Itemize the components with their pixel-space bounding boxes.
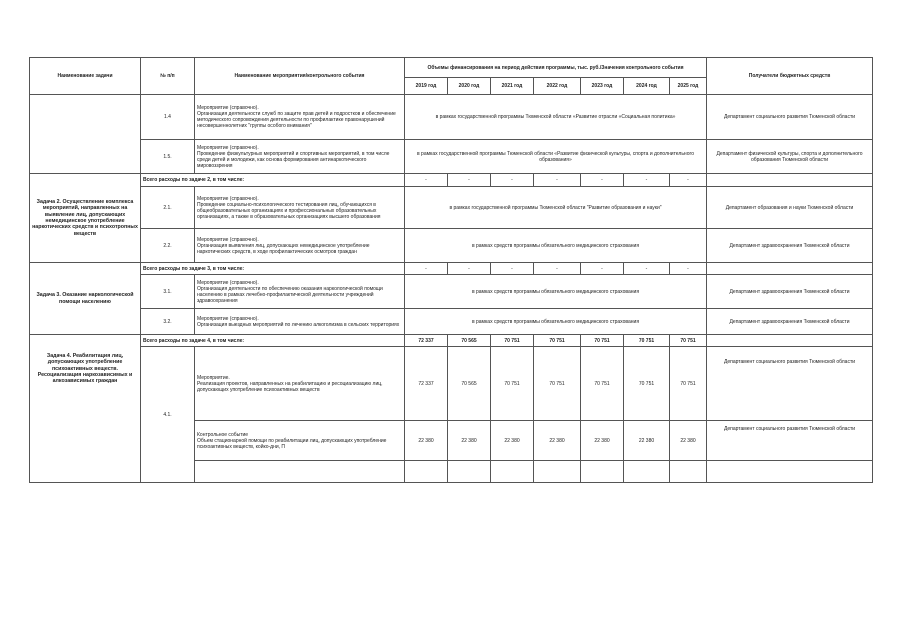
value-cell: 22 380 — [670, 421, 707, 461]
table-row-4-1 — [30, 347, 873, 421]
row-num: 2.1. — [141, 187, 195, 229]
empty-cell — [670, 461, 707, 483]
value-cell: 22 380 — [581, 421, 624, 461]
year-2020: 2020 год — [448, 78, 491, 95]
total-value: - — [405, 174, 448, 187]
total-value: 70 751 — [581, 335, 624, 347]
total-value: 70 751 — [624, 335, 670, 347]
empty-cell — [534, 461, 581, 483]
total-value: - — [534, 263, 581, 275]
total-value: - — [670, 263, 707, 275]
row-num: 4.1. — [141, 347, 195, 483]
total-label: Всего расходы по задаче 2, в том числе: — [141, 174, 405, 187]
row-num: 3.1. — [141, 275, 195, 309]
total-row-task-4 — [30, 335, 873, 347]
value-cell: 22 380 — [491, 421, 534, 461]
year-2024: 2024 год — [624, 78, 670, 95]
event-text: Мероприятие (справочно). Проведение социально-психологического тестирования лиц, обучающихся в общеобразовательных организациях и профессиональных образовательных организациях, а также в образовательных организациях высшего образования — [195, 187, 405, 229]
empty-recipient — [707, 335, 873, 347]
total-value: - — [534, 174, 581, 187]
value-cell: 22 380 — [405, 421, 448, 461]
header-event-name: Наименование мероприятия/контрольного события — [195, 58, 405, 95]
task-3-name: Задача 3. Оказание наркологической помощи населению — [30, 263, 141, 335]
year-2023: 2023 год — [581, 78, 624, 95]
empty-cell — [448, 461, 491, 483]
total-value: - — [491, 174, 534, 187]
financing-text: в рамках государственной программы Тюменской области «Развитие физической культуры, спорта и дополнительного образования» — [405, 140, 707, 174]
table-row-3-2 — [30, 309, 873, 335]
recipient-text: Департамент социального развития Тюменской области — [707, 347, 873, 421]
recipient-text: Департамент здравоохранения Тюменской области — [707, 275, 873, 309]
empty-recipient — [707, 174, 873, 187]
total-value: - — [624, 174, 670, 187]
value-cell: 70 565 — [448, 347, 491, 421]
total-value: - — [624, 263, 670, 275]
value-cell: 22 380 — [624, 421, 670, 461]
value-cell: 70 751 — [624, 347, 670, 421]
task-4-name: Задача 4. Реабилитация лиц, допускающих употребление психоактивных веществ. Ресоциализация наркозависимых и алкозависимых граждан — [30, 335, 141, 483]
row-num: 1.4 — [141, 95, 195, 140]
row-num: 1.5. — [141, 140, 195, 174]
total-row-task-3 — [30, 263, 873, 275]
year-2025: 2025 год — [670, 78, 707, 95]
value-cell: 70 751 — [581, 347, 624, 421]
recipient-text: Департамент здравоохранения Тюменской области — [707, 309, 873, 335]
total-value: 70 565 — [448, 335, 491, 347]
task1-continuation-cell — [30, 95, 141, 174]
financing-text: в рамках государственной программы Тюменской области "Развитие образования и науки" — [405, 187, 707, 229]
total-row-task-2 — [30, 174, 873, 187]
total-value: - — [491, 263, 534, 275]
header-recipients: Получатели бюджетных средств — [707, 58, 873, 95]
total-value: 70 751 — [491, 335, 534, 347]
total-label: Всего расходы по задаче 4, в том числе: — [141, 335, 405, 347]
event-text: Контрольное событие Объем стационарной помощи по реабилитации лиц, допускающих употребление психоактивных веществ, койко-дни, П — [195, 421, 405, 461]
recipient-text: Департамент образования и науки Тюменской области — [707, 187, 873, 229]
empty-cell — [624, 461, 670, 483]
event-text: Мероприятие (справочно). Проведение физкультурных мероприятий и спортивных мероприятий, в том числе среди детей и молодежи, как основа формирования антинаркотического мировоззрения — [195, 140, 405, 174]
row-num: 2.2. — [141, 229, 195, 263]
total-label: Всего расходы по задаче 3, в том числе: — [141, 263, 405, 275]
total-value: - — [670, 174, 707, 187]
financing-text: в рамках государственной программы Тюменской области «Развитие отрасли «Социальная политика» — [405, 95, 707, 140]
table-row-2-1 — [30, 187, 873, 229]
value-cell: 22 380 — [448, 421, 491, 461]
value-cell: 70 751 — [491, 347, 534, 421]
empty-recipient — [707, 263, 873, 275]
financing-text: в рамках средств программы обязательного медицинского страхования — [405, 229, 707, 263]
empty-cell — [707, 461, 873, 483]
header-financing: Объемы финансирования на период действия программы, тыс. руб./Значения контрольного события — [405, 58, 707, 78]
empty-cell — [195, 461, 405, 483]
header-row-1 — [30, 58, 873, 78]
value-cell: 72 337 — [405, 347, 448, 421]
year-2021: 2021 год — [491, 78, 534, 95]
recipient-text: Департамент социального развития Тюменской области — [707, 95, 873, 140]
financing-text: в рамках средств программы обязательного медицинского страхования — [405, 309, 707, 335]
financing-text: в рамках средств программы обязательного медицинского страхования — [405, 275, 707, 309]
header-num: № п/п — [141, 58, 195, 95]
empty-cell — [581, 461, 624, 483]
recipient-text: Департамент физической культуры, спорта и дополнительного образования Тюменской области — [707, 140, 873, 174]
empty-cell — [491, 461, 534, 483]
total-value: 72 337 — [405, 335, 448, 347]
task-2-name: Задача 2. Осуществление комплекса мероприятий, направленных на выявление лиц, допускающих немедицинское употребление наркотических средств и психотропных веществ — [30, 174, 141, 263]
recipient-text: Департамент здравоохранения Тюменской области — [707, 229, 873, 263]
table-row-1-4 — [30, 95, 873, 140]
total-value: 70 751 — [534, 335, 581, 347]
table-row-2-2 — [30, 229, 873, 263]
year-2019: 2019 год — [405, 78, 448, 95]
total-value: - — [448, 263, 491, 275]
event-text: Мероприятие. Реализация проектов, направленных на реабилитацию и ресоциализацию лиц, допускающих употребление психоактивных веществ — [195, 347, 405, 421]
program-table — [29, 57, 873, 483]
total-value: - — [448, 174, 491, 187]
total-value: - — [581, 174, 624, 187]
value-cell: 22 380 — [534, 421, 581, 461]
event-text: Мероприятие (справочно). Организация деятельности служб по защите прав детей и подростков и обеспечение методического сопровождения деятельности по профилактике правонарушений несовершеннолетних "группы особого внимания" — [195, 95, 405, 140]
header-task-name: Наименование задачи — [30, 58, 141, 95]
event-text: Мероприятие (справочно). Организация выездных мероприятий по лечению алкоголизма в сельских территориях — [195, 309, 405, 335]
year-2022: 2022 год — [534, 78, 581, 95]
value-cell: 70 751 — [534, 347, 581, 421]
value-cell: 70 751 — [670, 347, 707, 421]
event-text: Мероприятие (справочно). Организация деятельности по обеспечению оказания наркологической помощи населению в рамках лечебно-профилактической деятельности учреждений здравоохранения — [195, 275, 405, 309]
total-value: - — [581, 263, 624, 275]
empty-cell — [405, 461, 448, 483]
total-value: - — [405, 263, 448, 275]
table-row-3-1 — [30, 275, 873, 309]
event-text: Мероприятие (справочно). Организация выявления лиц, допускающих немедицинское употребление наркотических средств, в ходе профилактических осмотров граждан — [195, 229, 405, 263]
table-row-1-5 — [30, 140, 873, 174]
recipient-text: Департамент социального развития Тюменской области — [707, 421, 873, 461]
row-num: 3.2. — [141, 309, 195, 335]
total-value: 70 751 — [670, 335, 707, 347]
